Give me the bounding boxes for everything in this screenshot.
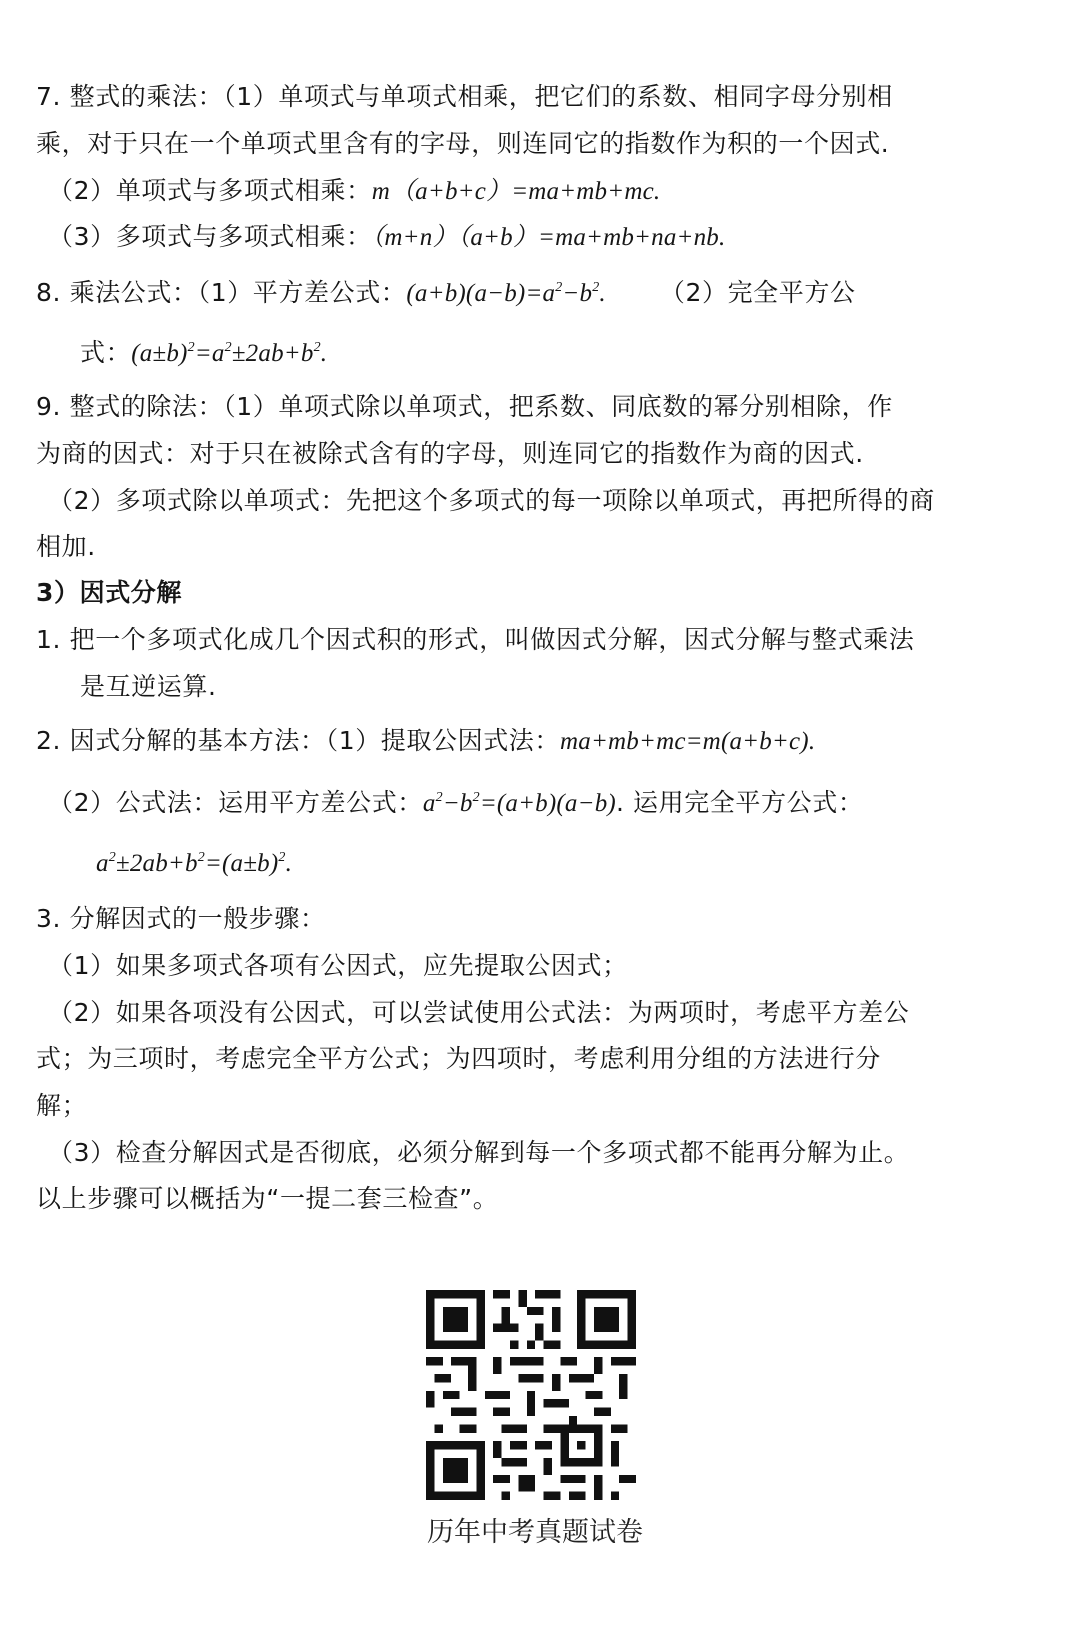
formula-difference-of-squares: $(a+b)(a-b)=a^2-b^2$. [406, 280, 606, 307]
step-2-line-3: 解； [36, 1091, 88, 1120]
formula-perfect-square: $(a\pm b)^2=a^2\pm 2ab+b^2$. [131, 340, 328, 367]
item-7-sub-3: （3）多项式与多项式相乘：（m+n）（a+b）=ma+mb+na+nb. [48, 222, 726, 251]
section-heading-factorization: 3）因式分解 [36, 578, 182, 607]
item-8-line-2: 式：$(a\pm b)^2=a^2\pm 2ab+b^2$. [80, 338, 328, 367]
item-7-line-2: 乘，对于只在一个单项式里含有的字母，则连同它的指数作为积的一个因式. [36, 129, 890, 158]
step-3: （3）检查分解因式是否彻底，必须分解到每一个多项式都不能再分解为止。 [48, 1138, 910, 1167]
formula-diff-squares-factor: $a^2-b^2=(a+b)(a-b)$ [422, 790, 616, 817]
step-2-line-2: 式；为三项时，考虑完全平方公式；为四项时，考虑利用分组的方法进行分 [36, 1044, 881, 1073]
item-9-sub-2: （2）多项式除以单项式：先把这个多项式的每一项除以单项式，再把所得的商 [48, 486, 935, 515]
item-7-sub-2: （2）单项式与多项式相乘：m（a+b+c）=ma+mb+mc. [48, 176, 661, 205]
factor-item-1-line-2: 是互逆运算. [80, 672, 217, 701]
factor-item-2-line-3 [96, 846, 292, 881]
item-8-line-1: 8. 乘法公式：（1）平方差公式：$(a+b)(a-b)=a^2-b^2$. （2）完全平方公 [36, 278, 856, 307]
summary-line: 以上步骤可以概括为“一提二套三检查”。 [36, 1184, 499, 1213]
factor-item-3-heading: 3. 分解因式的一般步骤： [36, 904, 326, 933]
item-9-line-1: 9. 整式的除法：（1）单项式除以单项式，把系数、同底数的幂分别相除，作 [36, 392, 893, 421]
factor-item-2-line-1: 2. 因式分解的基本方法：（1）提取公因式法：ma+mb+mc=m(a+b+c). [36, 726, 816, 755]
qr-code-image [426, 1290, 636, 1500]
formula-polynomial-polynomial: （m+n）（a+b）=ma+mb+na+nb. [371, 224, 726, 251]
factor-item-1-line-1: 1. 把一个多项式化成几个因式积的形式，叫做因式分解，因式分解与整式乘法 [36, 625, 915, 654]
factor-item-2-line-2: （2）公式法：运用平方差公式：$a^2-b^2=(a+b)(a-b)$. 运用完全平方公式： [48, 788, 864, 817]
item-9-line-4: 相加. [36, 532, 96, 561]
item-7-line-1: 7. 整式的乘法：（1）单项式与单项式相乘，把它们的系数、相同字母分别相 [36, 82, 893, 111]
step-1: （1）如果多项式各项有公因式，应先提取公因式； [48, 951, 628, 980]
qr-code[interactable] [426, 1290, 636, 1500]
item-9-line-2: 为商的因式：对于只在被除式含有的字母，则连同它的指数作为商的因式. [36, 439, 864, 468]
formula-perfect-square-factor: $a^2\pm 2ab+b^2=(a\pm b)^2$. [96, 850, 293, 877]
formula-monomial-polynomial: m（a+b+c）=ma+mb+mc. [371, 178, 661, 205]
step-2-line-1: （2）如果各项没有公因式，可以尝试使用公式法：为两项时，考虑平方差公 [48, 998, 910, 1027]
formula-common-factor: ma+mb+mc=m(a+b+c). [560, 728, 816, 755]
qr-caption: 历年中考真题试卷 [427, 1517, 643, 1548]
